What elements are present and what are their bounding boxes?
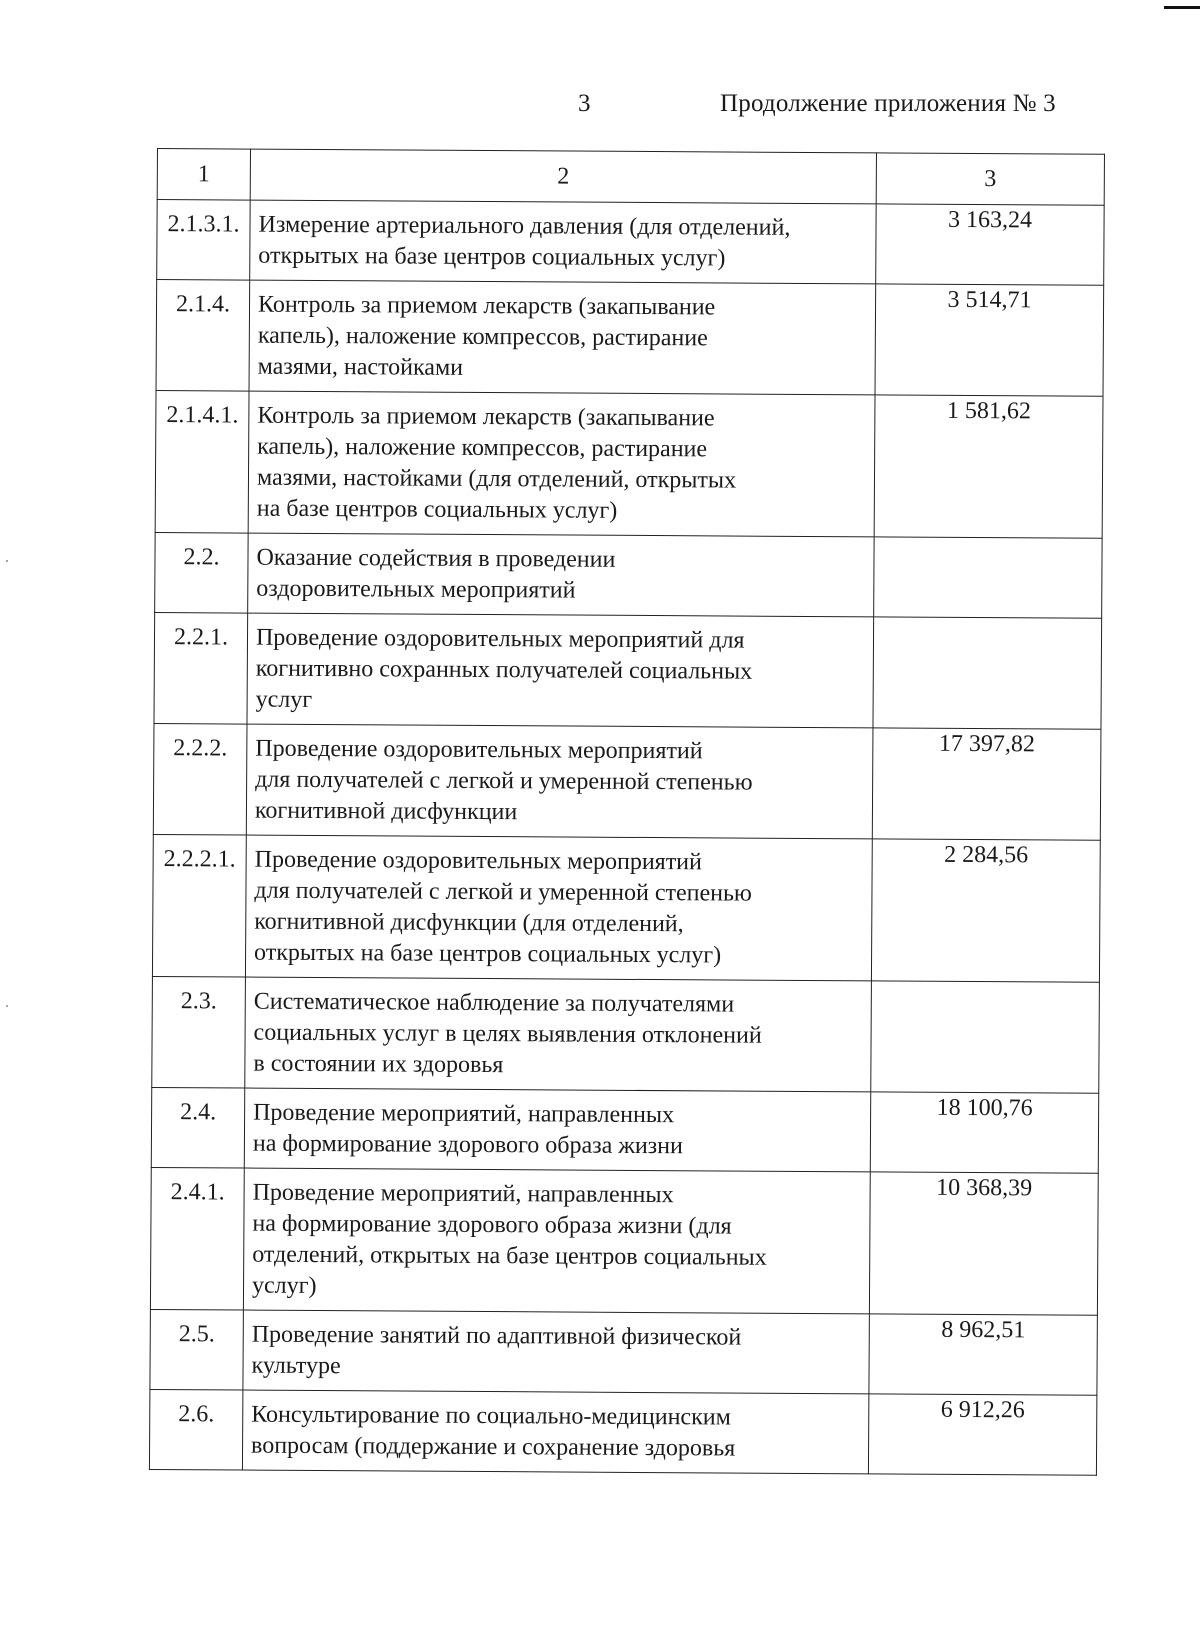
description-line: на базе центров социальных услуг) (256, 495, 618, 524)
description-line: Проведение оздоровительных мероприятий (255, 735, 703, 765)
description-line: Систематическое наблюдение за получателями (253, 988, 735, 1018)
scan-speck (6, 560, 8, 562)
description-line: услуг) (251, 1272, 317, 1299)
service-description (242, 1390, 868, 1474)
item-code: 2.1.4. (156, 280, 250, 392)
service-description (243, 1310, 869, 1394)
description-line: социальных услуг в целях выявления отклонений (253, 1019, 762, 1049)
table-row (152, 976, 1100, 1093)
service-description (247, 613, 874, 728)
tariff-table (149, 148, 1105, 1476)
service-price: 18 100,76 (870, 1092, 1098, 1173)
service-price: 8 962,51 (869, 1314, 1097, 1395)
table-row (154, 612, 1102, 729)
table-row (156, 280, 1104, 397)
column-number-row (157, 149, 1104, 206)
service-price: 6 912,26 (868, 1394, 1096, 1475)
service-description (250, 200, 876, 284)
description-line: услуг (255, 686, 313, 713)
description-line: открытых на базе центров социальных услуг) (258, 242, 726, 272)
description-line: культуре (251, 1352, 341, 1380)
service-price (874, 537, 1102, 618)
description-line: капель), наложение компрессов, растирание (257, 433, 708, 463)
description-line: для получателей с легкой и умеренной степенью (254, 877, 752, 907)
description-line: Проведение мероприятий, направленных (253, 1099, 675, 1129)
description-line: вопросам (поддержание и сохранение здоровья (250, 1432, 736, 1462)
description-line: Проведение оздоровительных мероприятий для (255, 624, 745, 654)
item-code: 2.4. (151, 1087, 244, 1168)
item-code: 2.3. (152, 976, 246, 1088)
description-line: на формирование здорового образа жизни (252, 1130, 683, 1160)
description-line: капель), наложение компрессов, растирание (257, 322, 708, 352)
page-number: 3 (578, 90, 591, 117)
column-number-1: 1 (157, 149, 250, 201)
description-line: когнитивной дисфункции (для отделений, (254, 908, 684, 938)
item-code: 2.1.3.1. (157, 200, 250, 281)
service-price: 2 284,56 (871, 839, 1100, 982)
description-line: Контроль за приемом лекарств (закапывание (257, 291, 716, 321)
scan-speck (6, 1005, 8, 1007)
description-line: мазями, настойками (257, 353, 464, 381)
service-description (249, 280, 876, 395)
description-line: Контроль за приемом лекарств (закапывание (257, 402, 715, 432)
description-line: когнитивной дисфункции (254, 797, 518, 826)
item-code: 2.4.1. (150, 1167, 244, 1310)
service-description (248, 533, 874, 617)
table-row (155, 390, 1103, 538)
item-code: 2.2.2.1. (152, 834, 246, 977)
item-code: 2.6. (149, 1389, 242, 1470)
item-code: 2.2.2. (153, 723, 247, 835)
description-line: Оказание содействия в проведении (256, 544, 616, 573)
description-line: отделений, открытых на базе центров социальных (252, 1241, 767, 1271)
description-line: Проведение оздоровительных мероприятий (254, 846, 703, 876)
description-line: открытых на базе центров социальных услуг) (254, 939, 722, 969)
table-row (149, 1389, 1096, 1475)
appendix-continuation-title: Продолжение приложения № 3 (720, 90, 1056, 117)
item-code: 2.5. (150, 1309, 243, 1390)
table-row (151, 1087, 1098, 1173)
item-code: 2.2.1. (154, 612, 248, 724)
service-price: 3 514,71 (875, 284, 1104, 396)
description-line: для получателей с легкой и умеренной степенью (255, 766, 753, 796)
corner-scan-mark (1164, 6, 1200, 9)
item-code: 2.1.4.1. (155, 390, 249, 533)
service-description (244, 1088, 870, 1172)
service-price: 1 581,62 (874, 395, 1103, 538)
table-row (155, 532, 1102, 618)
service-description (246, 724, 873, 839)
description-line: в состоянии их здоровья (253, 1050, 504, 1079)
table-row (157, 200, 1104, 286)
service-description (245, 977, 872, 1092)
service-description (248, 391, 875, 537)
service-price: 17 397,82 (872, 728, 1101, 840)
service-description (245, 835, 872, 981)
table-row (150, 1167, 1098, 1315)
description-line: Консультирование по социально-медицинским (251, 1401, 731, 1431)
item-code: 2.2. (155, 532, 248, 613)
table-row (153, 723, 1101, 840)
table-row (152, 834, 1100, 982)
description-line: Измерение артериального давления (для отделений, (258, 211, 791, 241)
description-line: на формирование здорового образа жизни (для (252, 1210, 732, 1240)
service-price (871, 981, 1100, 1093)
description-line: Проведение мероприятий, направленных (252, 1179, 674, 1209)
description-line: когнитивно сохранных получателей социальных (255, 655, 753, 685)
column-number-3: 3 (876, 153, 1104, 205)
column-number-2: 2 (250, 149, 876, 204)
description-line: оздоровительных мероприятий (256, 575, 576, 604)
service-price (873, 617, 1102, 729)
service-description (243, 1168, 870, 1314)
description-line: Проведение занятий по адаптивной физической (251, 1321, 742, 1351)
service-price: 3 163,24 (876, 204, 1104, 285)
description-line: мазями, настойками (для отделений, открытых (256, 464, 737, 494)
service-price: 10 368,39 (869, 1172, 1098, 1315)
table-row (150, 1309, 1097, 1395)
